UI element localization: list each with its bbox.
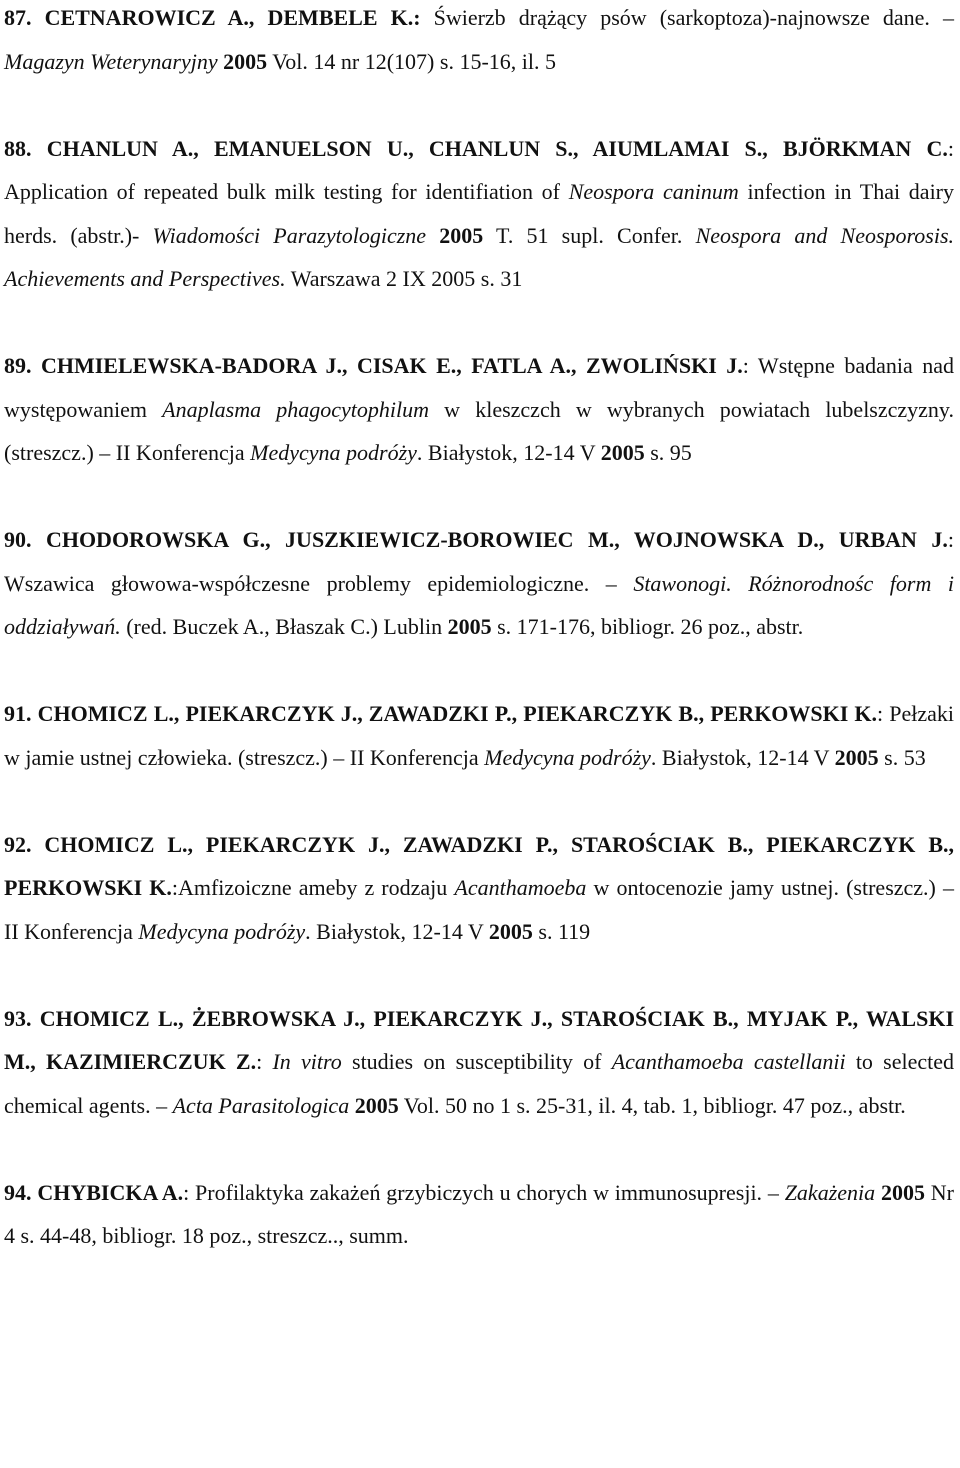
conference-name: Medycyna podróży (138, 918, 306, 944)
entry-year: 2005 (834, 744, 879, 770)
species-name: Acanthamoeba (454, 875, 587, 900)
bibliography-entry-93: 93. CHOMICZ L., ŻEBROWSKA J., PIEKARCZYK J., STAROŚCIAK B., MYJAK P., WALSKI M., KAZIMIERCZUK Z.: In vitro studies on susceptibility of Acanthamoeba castellanii to selected chemical agents. – Acta Parasitologica 2005 Vol. 50 no 1 s. 25-31, il. 4, tab. 1, bibliogr. 47 poz., abstr. (4, 1005, 955, 1118)
bibliography-entry-91: 91. CHOMICZ L., PIEKARCZYK J., ZAWADZKI P., PIEKARCZYK B., PERKOWSKI K.: Pełzaki w jamie ustnej człowieka. (streszcz.) – II Konferencja Medycyna podróży. Białystok, 12-14 V 2005 s. 53 (4, 701, 955, 770)
entry-year: 2005 (439, 222, 484, 248)
entry-header: 92. CHOMICZ L., PIEKARCZYK J., ZAWADZKI P., STAROŚCIAK B., PIEKARCZYK B., PERKOWSKI K. (4, 831, 955, 900)
entry-header: 94. CHYBICKA A. (4, 1179, 184, 1205)
entry-year: 2005 (880, 1179, 925, 1205)
species-name: Acanthamoeba castellanii (611, 1049, 846, 1074)
entry-year: 2005 (223, 48, 268, 74)
entry-year: 2005 (447, 614, 492, 639)
entry-header: 89. CHMIELEWSKA-BADORA J., CISAK E., FATLA A., ZWOLIŃSKI J. (4, 353, 743, 378)
bibliography-entry-88: 88. CHANLUN A., EMANUELSON U., CHANLUN S., AIUMLAMAI S., BJÖRKMAN C.: Application of repeated bulk milk testing for identifiation of Neospora caninum infection in Thai dairy herds. (abstr.)- Wiadomości Parazytologiczne 2005 T. 51 supl. Confer. Neospora and Neosporosis. Achievements and Perspectives. Warszawa 2 IX 2005 s. 31 (4, 135, 955, 291)
in-vitro-term: In vitro (272, 1049, 342, 1074)
entry-header: 91. CHOMICZ L., PIEKARCZYK J., ZAWADZKI P., PIEKARCZYK B., PERKOWSKI K. (4, 701, 878, 726)
entry-year: 2005 (600, 440, 645, 465)
bibliography-entry-92: 92. CHOMICZ L., PIEKARCZYK J., ZAWADZKI P., STAROŚCIAK B., PIEKARCZYK B., PERKOWSKI K.:Amfizoiczne ameby z rodzaju Acanthamoeba w ontocenozie jamy ustnej. (streszcz.) – II Konferencja Medycyna podróży. Białystok, 12-14 V 2005 s. 119 (4, 831, 955, 944)
entry-year: 2005 (488, 918, 533, 944)
conference-name: Medycyna podróży (250, 440, 417, 465)
bibliography-entry-94: 94. CHYBICKA A.: Profilaktyka zakażeń grzybiczych u chorych w immunosupresji. – Zakażenia 2005 Nr 4 s. 44-48, bibliogr. 18 poz., streszcz.., summ. (4, 1179, 954, 1248)
species-name: Neospora caninum (568, 179, 739, 204)
bibliography-entry-89: 89. CHMIELEWSKA-BADORA J., CISAK E., FATLA A., ZWOLIŃSKI J.: Wstępne badania nad występowaniem Anaplasma phagocytophilum w kleszczch w wybranych powiatach lubelszczyzny. (streszcz.) – II Konferencja Medycyna podróży. Białystok, 12-14 V 2005 s. 95 (4, 353, 955, 465)
book-title: Stawonogi. Różnorodnośc form i oddziaływań. (4, 570, 954, 639)
entry-year: 2005 (354, 1092, 399, 1118)
journal-name: Acta Parasitologica (172, 1092, 350, 1118)
entry-header: 88. CHANLUN A., EMANUELSON U., CHANLUN S., AIUMLAMAI S., BJÖRKMAN C. (4, 135, 948, 161)
bibliography-entry-90: 90. CHODOROWSKA G., JUSZKIEWICZ-BOROWIEC M., WOJNOWSKA D., URBAN J.: Wszawica głowowa-współczesne problemy epidemiologiczne. – Stawonogi. Różnorodnośc form i oddziaływań. (red. Buczek A., Błaszak C.) Lublin 2005 s. 171-176, bibliogr. 26 poz., abstr. (4, 527, 954, 639)
journal-name: Magazyn Weterynaryjny (4, 48, 218, 74)
entry-header: 90. CHODOROWSKA G., JUSZKIEWICZ-BOROWIEC M., WOJNOWSKA D., URBAN J. (4, 527, 948, 552)
entry-header: 87. CETNAROWICZ A., DEMBELE K.: (4, 5, 421, 30)
journal-name: Zakażenia (784, 1179, 876, 1205)
bibliography-entry-87: 87. CETNAROWICZ A., DEMBELE K.: Świerzb drążący psów (sarkoptoza)-najnowsze dane. – Magazyn Weterynaryjny 2005 Vol. 14 nr 12(107) s. 15-16, il. 5 (4, 5, 954, 74)
journal-name: Wiadomości Parazytologiczne (152, 222, 427, 248)
conference-name: Medycyna podróży (484, 744, 651, 770)
conference-name: Neospora and Neosporosis. Achievements and Perspectives. (4, 222, 955, 291)
entry-title: Świerzb drążący psów (sarkoptoza)-najnowsze dane. – (420, 5, 954, 30)
species-name: Anaplasma phagocytophilum (162, 396, 430, 422)
entry-header: 93. CHOMICZ L., ŻEBROWSKA J., PIEKARCZYK J., STAROŚCIAK B., MYJAK P., WALSKI M., KAZIMIERCZUK Z. (4, 1005, 955, 1074)
